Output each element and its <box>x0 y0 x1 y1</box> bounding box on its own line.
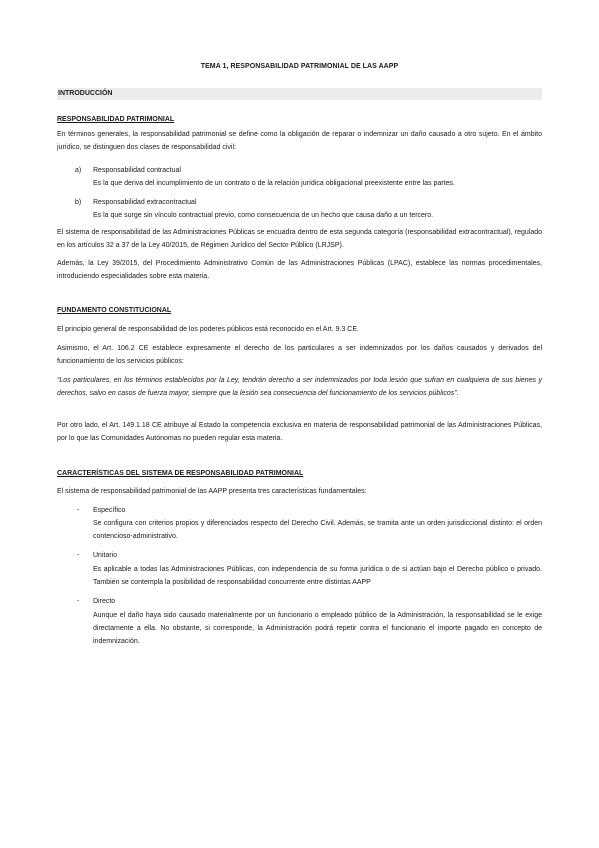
list-item-title: Responsabilidad extracontractual <box>93 199 197 206</box>
list-marker: - <box>77 552 80 559</box>
document-title: TEMA 1, RESPONSABILIDAD PATRIMONIAL DE LAS AAPP <box>200 63 399 70</box>
section-band-label: INTRODUCCIÓN <box>58 90 113 97</box>
list-marker: - <box>77 598 80 605</box>
list-marker: - <box>77 507 80 514</box>
heading-responsabilidad-patrimonial: RESPONSABILIDAD PATRIMONIAL <box>57 116 175 123</box>
fundamento-paragraph-2: Asimismo, el Art. 106.2 CE establece expresamente el derecho de los particulares a ser indemnizados por los daños causados y derivados del funcionamiento de los servicios públicos: <box>57 345 542 365</box>
list-marker: b) <box>75 199 82 206</box>
list-marker: a) <box>75 167 82 174</box>
fundamento-paragraph-3: Por otro lado, el Art. 149.1.18 CE atribuye al Estado la competencia exclusiva en materia de responsabilidad patrimonial de las Administraciones Públicas, por lo que las Comunidades Autónomas no pueden regular esta materia. <box>57 422 542 442</box>
list-item-title: Responsabilidad contractual <box>93 167 181 174</box>
intro-paragraph-3: Además, la Ley 39/2015, del Procedimiento Administrativo Común de las Administraciones Públicas (LPAC), establece las normas procedimentales, introduciendo especialidades sobre esta materia. <box>57 260 542 280</box>
fundamento-paragraph-1: El principio general de responsabilidad de los poderes públicos está reconocido en el Art. 9.3 CE. <box>57 326 359 333</box>
list-item-body: Es la que deriva del incumplimiento de un contrato o de la relación jurídica obligacional preexistente entre las partes. <box>93 180 455 187</box>
caracteristicas-paragraph-1: El sistema de responsabilidad patrimonial de las AAPP presenta tres características fundamentales: <box>57 488 367 495</box>
list-item-title: Unitario <box>93 552 118 559</box>
heading-fundamento-constitucional: FUNDAMENTO CONSTITUCIONAL <box>57 307 172 314</box>
intro-paragraph-1: En términos generales, la responsabilidad patrimonial se define como la obligación de reparar o indemnizar un daño causado a otro sujeto. En el ámbito jurídico, se distinguen dos clases de responsabilidad civil: <box>57 131 542 151</box>
list-item-body: Es la que surge sin vínculo contractual previo, como consecuencia de un hecho que causa daño a un tercero. <box>93 212 434 219</box>
list-item-body: Se configura con criterios propios y diferenciados respecto del Derecho Civil. Además, se tramita ante un orden jurisdiccional distinto: el orden contencioso-administrativo. <box>93 520 542 540</box>
list-item-title: Directo <box>93 598 116 605</box>
section-band-introduccion <box>57 88 542 100</box>
heading-caracteristicas: CARACTERÍSTICAS DEL SISTEMA DE RESPONSABILIDAD PATRIMONIAL <box>57 470 304 477</box>
list-item-title: Específico <box>93 507 126 514</box>
intro-paragraph-2: El sistema de responsabilidad de las Administraciones Públicas se encuadra dentro de esta segunda categoría (responsabilidad extracontractual), regulado en los artículos 32 a 37 de la Ley 40/2015, de Régimen Jurídico del Sector Público (LRJSP). <box>57 229 542 249</box>
list-item-body: Aunque el daño haya sido causado materialmente por un funcionario o empleado público de la Administración, la responsabilidad se le exige directamente a ella. No obstante, si corresponde, la Administración podrá repetir contra el funcionario el importe pagado en concepto de indemnización. <box>93 612 542 645</box>
list-item-body: Es aplicable a todas las Administraciones Públicas, con independencia de su forma jurídica o de si actúan bajo el Derecho público o privado. También se contempla la posibilidad de responsabilidad concurrente entre distintas AAPP <box>93 566 542 586</box>
constitution-quote: “Los particulares, en los términos establecidos por la Ley, tendrán derecho a ser indemnizados por toda lesión que sufran en cualquiera de sus bienes y derechos, salvo en casos de fuerza mayor, siempre que la lesión sea consecuencia del funcionamiento de los servicios públicos”. <box>57 377 542 397</box>
